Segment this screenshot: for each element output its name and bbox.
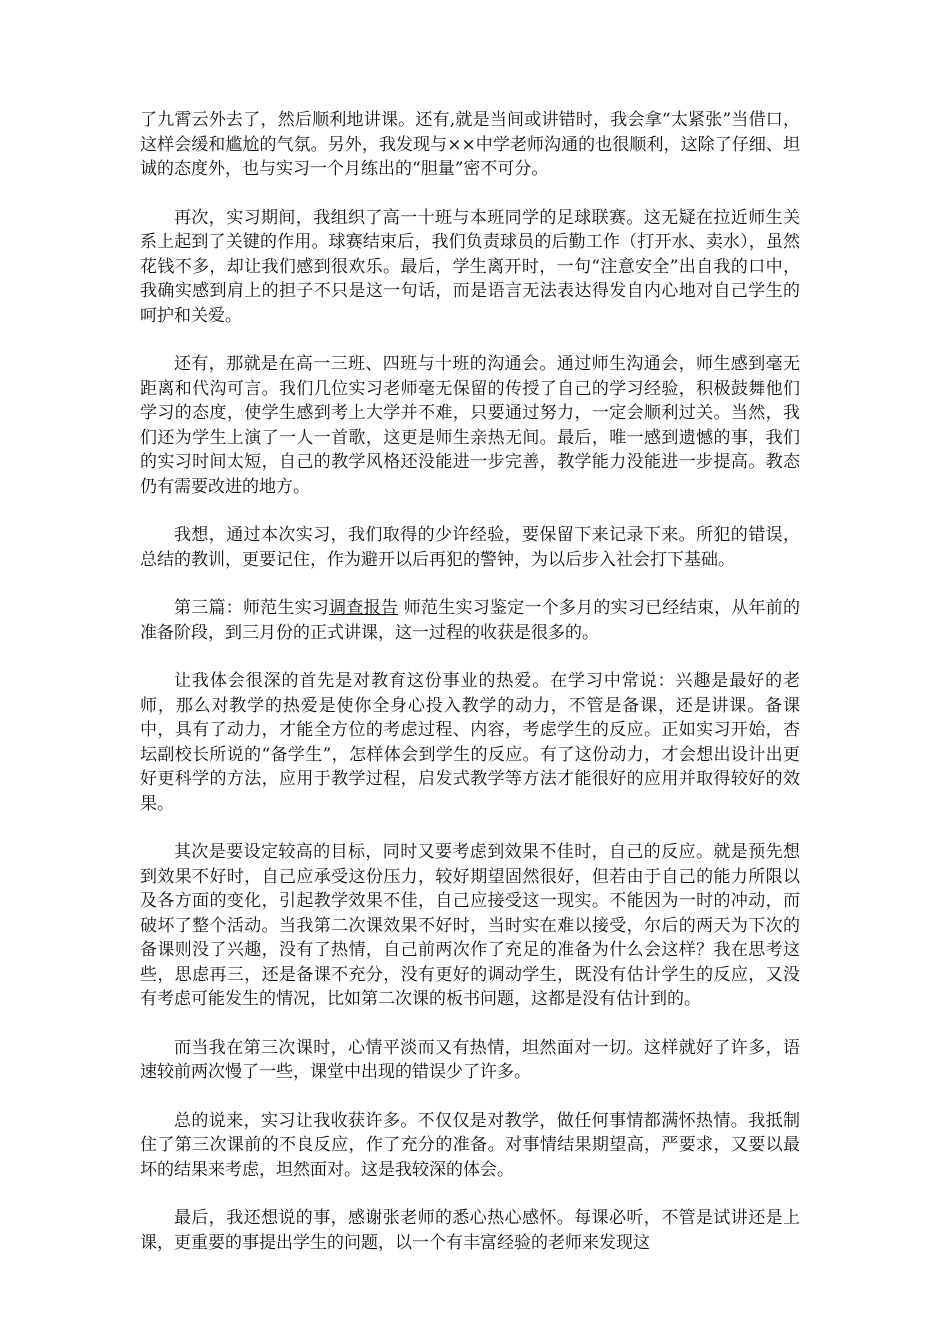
paragraph-10: 最后，我还想说的事，感谢张老师的悉心热心感怀。每课必听，不管是试讲还是上课，更重要的事提出学生的问题，以一个有丰富经验的老师来发现这 <box>140 1208 800 1253</box>
section-3-prefix: 第三篇：师范生实习 <box>174 598 330 618</box>
section-3-suffix: 师范生实习鉴定一个多月的实习已经结束，从年前的准备阶段，到三月份的正式讲课，这一过程的收获是很多的。 <box>140 598 801 643</box>
paragraph-1: 了九霄云外去了，然后顺利地讲课。还有,就是当间或讲错时，我会拿“太紧张”当借口，这样会缓和尴尬的气氛。另外，我发现与××中学老师沟通的也很顺利，这除了仔细、坦诚的态度外，也与实习一个月练出的“胆量”密不可分。 <box>140 110 800 179</box>
section-3-paragraph <box>140 596 800 645</box>
paragraph-3: 还有，那就是在高一三班、四班与十班的沟通会。通过师生沟通会，师生感到毫无距离和代沟可言。我们几位实习老师毫无保留的传授了自己的学习经验，积极鼓舞他们学习的态度，使学生感到考上大学并不难，只要通过努力，一定会顺利过关。当然，我们还为学生上演了一人一首歌，这更是师生亲热无间。最后，唯一感到遗憾的事，我们的实习时间太短，自己的教学风格还没能进一步完善，教学能力没能进一步提高。教态仍有需要改进的地方。 <box>140 354 800 497</box>
paragraph-8: 而当我在第三次课时，心情平淡而又有热情，坦然面对一切。这样就好了许多，语速较前两次慢了一些，课堂中出现的错误少了许多。 <box>140 1037 800 1082</box>
paragraph-7: 其次是要设定较高的目标，同时又要考虑到效果不佳时，自己的反应。就是预先想到效果不好时，自己应承受这份压力，较好期望固然很好，但若由于自己的能力所限以及各方面的变化，引起教学效果不佳，自己应接受这一现实。不能因为一时的冲动，而破坏了整个活动。当我第二次课效果不好时，当时实在难以接受，尔后的两天为下次的备课则没了兴趣，没有了热情，自己前两次作了充足的准备为什么会这样？我在思考这些，思虑再三，还是备课不充分，没有更好的调动学生，既没有估计学生的反应，又没有考虑可能发生的情况，比如第二次课的板书问题，这都是没有估计到的。 <box>140 842 800 1009</box>
document-page <box>140 108 800 1279</box>
paragraph-6: 让我体会很深的首先是对教育这份事业的热爱。在学习中常说：兴趣是最好的老师，那么对教学的热爱是使你全身心投入教学的动力，不管是备课，还是讲课。备课中，具有了动力，才能全方位的考虑过程、内容，考虑学生的反应。正如实习开始，杏坛副校长所说的“备学生”，怎样体会到学生的反应。有了这份动力，才会想出设计出更好更科学的方法，应用于教学过程，启发式教学等方法才能很好的应用并取得较好的效果。 <box>140 671 800 814</box>
paragraph-9: 总的说来，实习让我收获许多。不仅仅是对教学，做任何事情都满怀热情。我抵制住了第三次课前的不良反应，作了充分的准备。对事情结果期望高，严要求，又要以最坏的结果来考虑，坦然面对。这是我较深的体会。 <box>140 1110 800 1180</box>
survey-report-link[interactable]: 调查报告 <box>329 598 399 618</box>
paragraph-2: 再次，实习期间，我组织了高一十班与本班同学的足球联赛。这无疑在拉近师生关系上起到了关键的作用。球赛结束后，我们负责球员的后勤工作（打开水、卖水），虽然花钱不多，却让我们感到很欢乐。最后，学生离开时，一句“注意安全”出自我的口中，我确实感到肩上的担子不只是这一句话，而是语言无法表达得发自内心地对自己学生的呵护和关爱。 <box>140 207 800 326</box>
paragraph-4: 我想，通过本次实习，我们取得的少许经验，要保留下来记录下来。所犯的错误，总结的教训，更要记住，作为避开以后再犯的警钟，为以后步入社会打下基础。 <box>140 525 800 570</box>
